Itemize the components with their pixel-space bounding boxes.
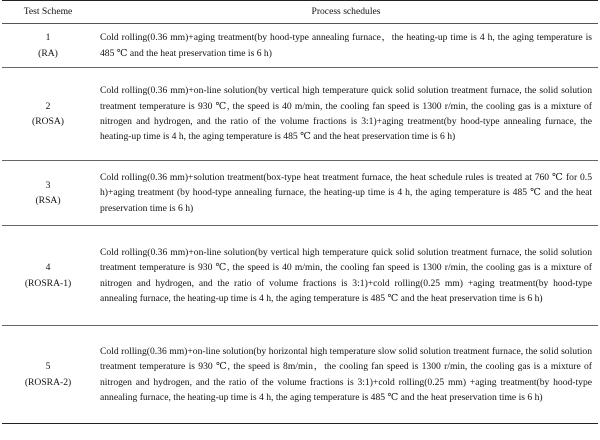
scheme-cell — [2, 226, 94, 326]
header-process-schedules: Process schedules — [94, 1, 598, 24]
scheme-number: 3 — [45, 179, 51, 191]
scheme-cell — [2, 161, 94, 226]
process-cell: Cold rolling(0.36 mm)+on-line solution(by vertical high temperature quick solid solution treatment furnace, the solid solution treatment temperature is 930 ℃, the speed is 40 m/min, the cooling fan speed is 1300 r/min, the cooling gas is a mixture of nitrogen and hydrogen, and the ratio of the volume fractions is 3:1)+aging treatment(by hood-type annealing furnace, the heating-up time is 4 h, the aging temperature is 485 ℃ and the heat preservation time is 6 h) — [94, 68, 598, 161]
scheme-number: 1 — [45, 32, 51, 44]
process-cell: Cold rolling(0.36 mm)+on-line solution(by horizontal high temperature slow solid solution treatment furnace, the solid solution treatment temperature is 930 ℃, the speed is 8m/min，the cooling fan speed is 1300 r/min, the cooling gas is a mixture of nitrogen and hydrogen, and the ratio of the volume fractions is 3:1)+cold rolling(0.25 mm) +aging treatment(by hood-type annealing furnace, the heating-up time is 4 h, the aging temperature is 485 ℃ and the heat preservation time is 6 h) — [94, 326, 598, 424]
scheme-number: 2 — [45, 100, 51, 112]
scheme-name: (ROSRA-2) — [24, 376, 72, 388]
table-row — [2, 68, 598, 161]
process-cell: Cold rolling(0.36 mm)+aging treatment(by hood-type annealing furnace，the heating-up time is 4 h, the aging temperature is 485 ℃ and the heat preservation time is 6 h) — [94, 24, 598, 68]
header-test-scheme: Test Scheme — [2, 1, 94, 24]
table-row — [2, 161, 598, 226]
table-row — [2, 226, 598, 326]
header-row — [2, 1, 598, 24]
scheme-number: 4 — [45, 262, 51, 274]
process-schedule-table — [2, 0, 598, 424]
scheme-cell — [2, 326, 94, 424]
table-row — [2, 24, 598, 68]
scheme-number: 5 — [45, 361, 51, 373]
table-row — [2, 326, 598, 424]
process-cell: Cold rolling(0.36 mm)+on-line solution(by vertical high temperature quick solid solution treatment furnace, the solid solution treatment temperature is 930 ℃, the speed is 40 m/min, the cooling fan speed is 1300 r/min, the cooling gas is a mixture of nitrogen and hydrogen, and the ratio of volume fractions is 3:1)+cold rolling(0.25 mm) +aging treatment(by hood-type annealing furnace, the heating-up time is 4 h, the aging temperature is 485 ℃ and the heat preservation time is 6 h) — [94, 226, 598, 326]
scheme-cell — [2, 68, 94, 161]
process-cell: Cold rolling(0.36 mm)+solution treatment(box-type heat treatment furnace, the heat schedule rules is treated at 760 ℃ for 0.5 h)+aging treatment (by hood-type annealing furnace, the heating-up time is 4 h, the aging temperature is 485 ℃ and the heat preservation time is 6 h) — [94, 161, 598, 226]
scheme-name: (RSA) — [35, 195, 61, 206]
scheme-name: (ROSA) — [32, 116, 64, 127]
scheme-cell — [2, 24, 94, 68]
scheme-name: (RA) — [38, 47, 58, 59]
scheme-name: (ROSRA-1) — [24, 277, 72, 289]
